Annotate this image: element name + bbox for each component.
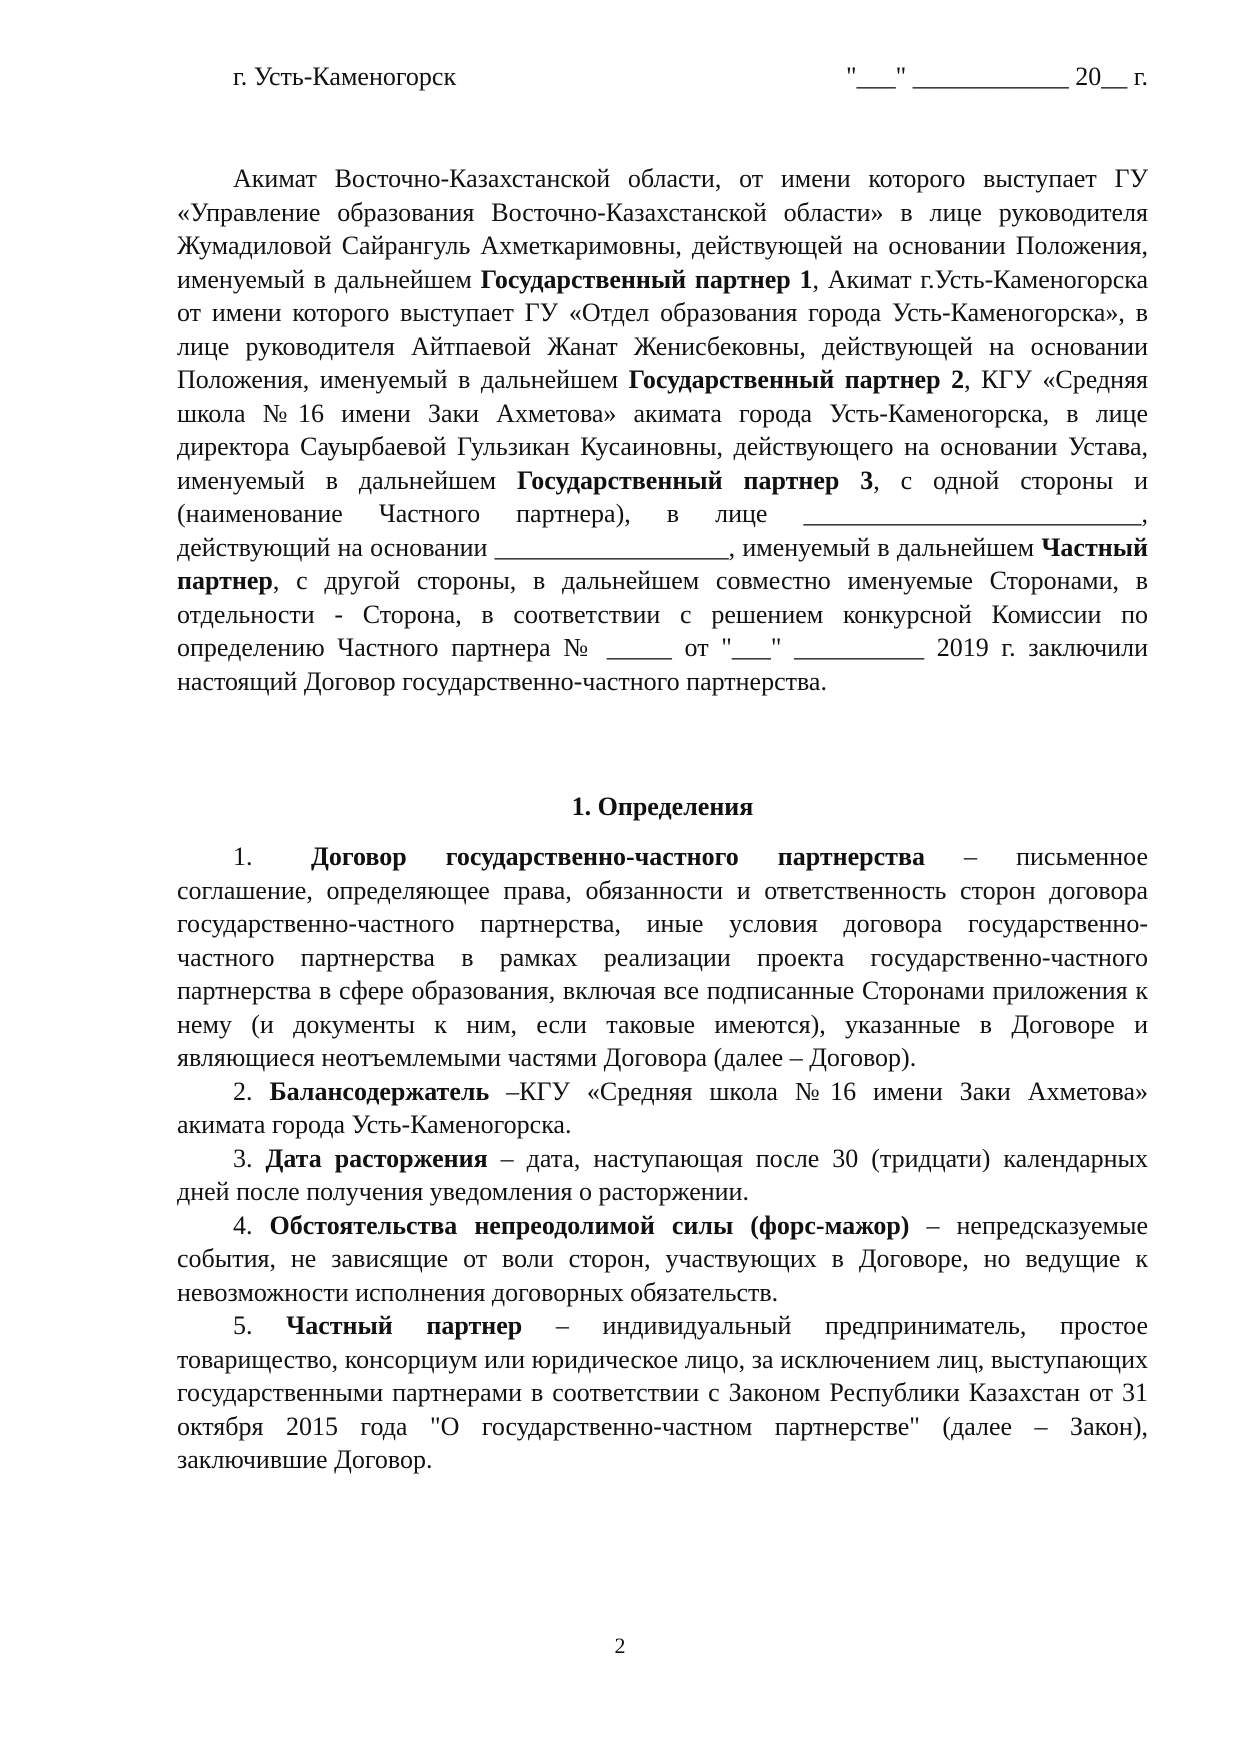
preamble-text-1: Акимат Восточно-Казахстанской области, от имени которого выступает ГУ «Управление образования Восточно-Казахстанской области» в лице руководителя Жумадиловой Сайрангуль Ахметкаримовны, действующей на основании Положения, именуемый в дальнейшем xyxy=(177,164,1148,294)
definition-term: Частный партнер xyxy=(286,1311,523,1340)
definition-number: 4. xyxy=(233,1210,253,1240)
definition-item xyxy=(177,840,1148,1075)
party-state-2: Государственный партнер 2 xyxy=(628,365,965,394)
party-state-1: Государственный партнер 1 xyxy=(480,264,813,294)
page-number: 2 xyxy=(614,1633,626,1658)
document-header xyxy=(233,60,1148,94)
date-field: "___" ____________ 20__ г. xyxy=(846,62,1148,91)
preamble xyxy=(177,162,1148,698)
definition-term: Договор государственно-частного партнерства xyxy=(311,842,925,871)
definition-number: 5. xyxy=(233,1311,253,1340)
party-state-3: Государственный партнер 3 xyxy=(517,465,874,495)
definition-number: 3. xyxy=(233,1143,253,1173)
preamble-text-5: , с другой стороны, в дальнейшем совместно именуемые Сторонами, в отдельности - Сторона, в соответствии с решением конкурсной Комиссии по определению Частного партнера № _____ от "___" __________ 2019 г. заключили настоящий Договор государственно-частного партнерства. xyxy=(177,566,1148,696)
definition-text: –КГУ «Средняя школа №16 имени Заки Ахметова» акимата города Усть-Каменогорска. xyxy=(177,1076,1148,1139)
definition-term: Обстоятельства непреодолимой силы (форс-мажор) xyxy=(269,1210,910,1240)
section-heading: 1. Определения xyxy=(571,792,754,821)
preamble-text-4: , с одной стороны и (наименование Частного партнера), в лице __________________________, действующий на основании __________________, именуемый в дальнейшем xyxy=(177,465,1148,562)
definitions-list xyxy=(177,840,1148,1477)
definition-item xyxy=(177,1142,1148,1209)
definition-number: 2. xyxy=(233,1076,253,1106)
preamble-text-3: , КГУ «Средняя школа №16 имени Заки Ахметова» акимата города Усть-Каменогорска, в лице директора Сауырбаевой Гульзикан Кусаиновны, действующего на основании Устава, именуемый в дальнейшем xyxy=(177,365,1148,495)
definition-item xyxy=(177,1309,1148,1477)
definition-term: Дата расторжения xyxy=(265,1143,488,1173)
definition-text: – дата, наступающая после 30 (тридцати) календарных дней после получения уведомления о расторжении. xyxy=(177,1143,1148,1206)
party-private: Частный партнер xyxy=(177,532,1148,595)
definition-item xyxy=(177,1075,1148,1142)
definition-item xyxy=(177,1209,1148,1310)
city-label: г. Усть-Каменогорск xyxy=(233,62,457,91)
definition-text: – непредсказуемые события, не зависящие от воли сторон, участвующих в Договоре, но ведущие к невозможности исполнения договорных обязательств. xyxy=(177,1210,1148,1307)
definition-text: – письменное соглашение, определяющее права, обязанности и ответственность сторон договора государственно-частного партнерства, иные условия договора государственно-частного партнерства в рамках реализации проекта государственно-частного партнерства в сфере образования, включая все подписанные Сторонами приложения к нему (и документы к ним, если таковые имеются), указанные в Договоре и являющиеся неотъемлемыми частями Договора (далее – Договор). xyxy=(177,842,1148,1072)
definition-number: 1. xyxy=(233,842,253,871)
definition-term: Балансодержатель xyxy=(269,1076,490,1106)
preamble-paragraph xyxy=(177,162,1148,698)
preamble-text-2: , Акимат г.Усть-Каменогорска от имени которого выступает ГУ «Отдел образования города Усть-Каменогорска», в лице руководителя Айтпаевой Жанат Женисбековны, действующей на основании Положения, именуемый в дальнейшем xyxy=(177,264,1149,394)
definition-text: – индивидуальный предприниматель, простое товарищество, консорциум или юридическое лицо, за исключением лиц, выступающих государственными партнерами в соответствии с Законом Республики Казахстан от 31 октября 2015 года "О государственно-частном партнерстве" (далее – Закон), заключившие Договор. xyxy=(177,1311,1149,1474)
